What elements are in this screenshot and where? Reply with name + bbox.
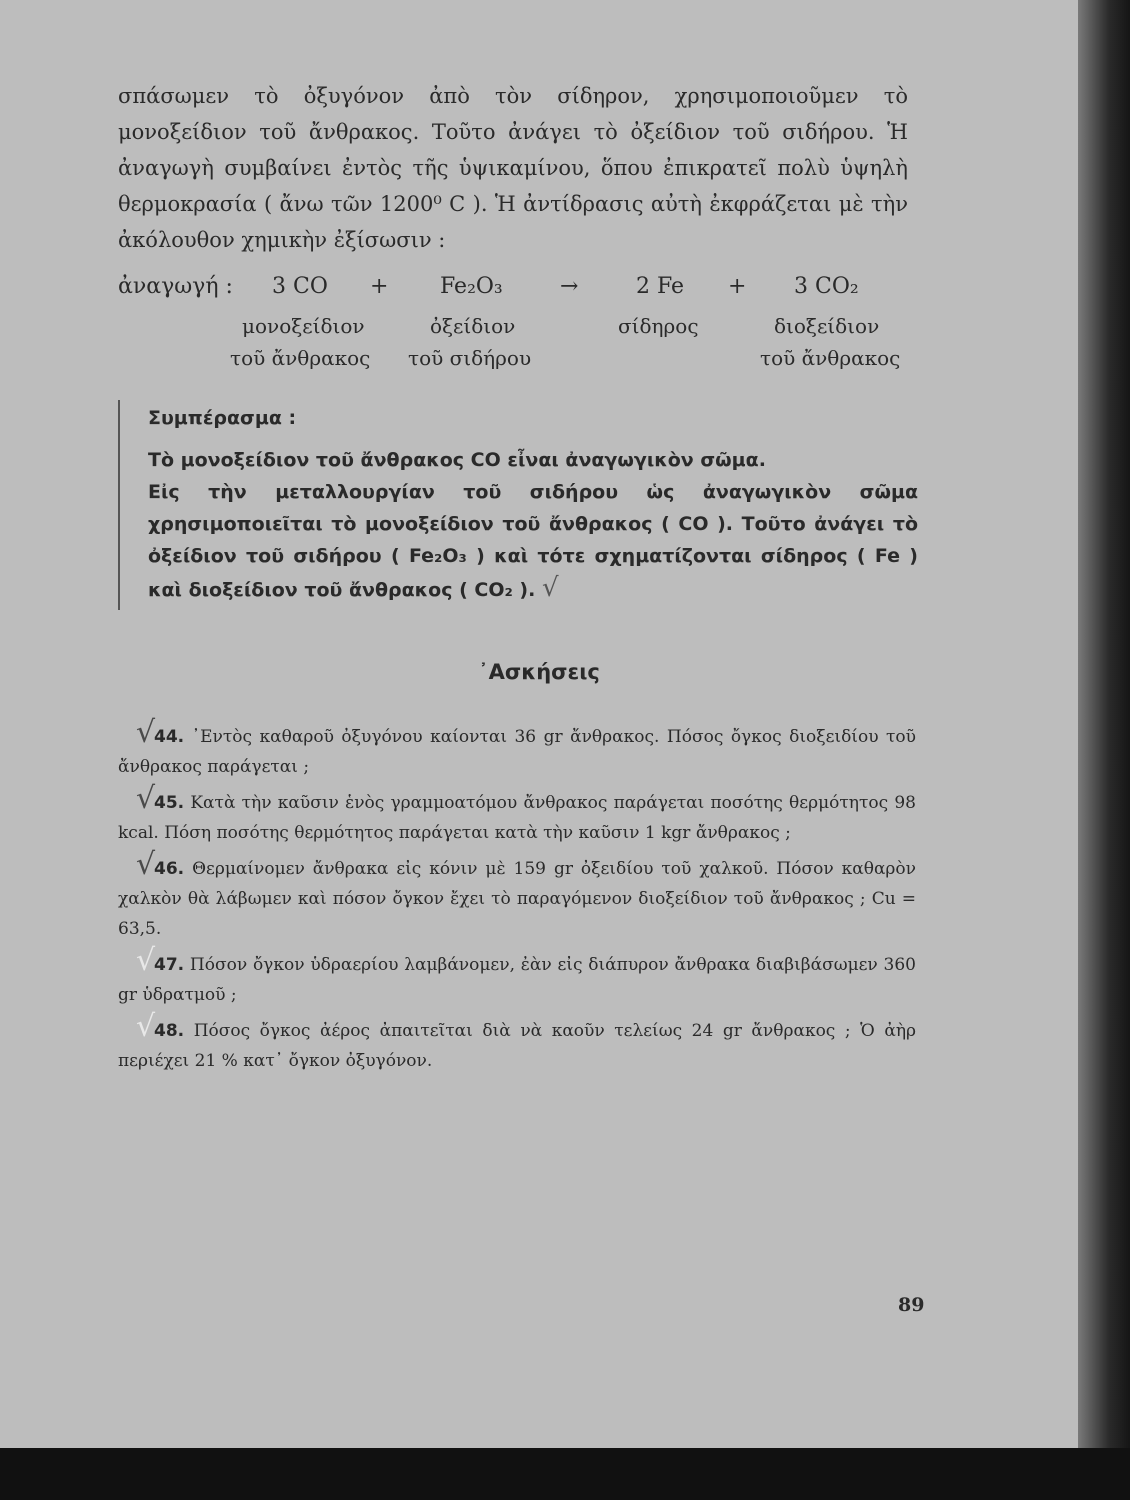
exercise-text: Πόσον ὄγκον ὑδραερίου λαμβάνομεν, ἐὰν εἰς διάπυρον ἄνθρακα διαβιβάσωμεν 360 gr ὑδρατμοῦ ; — [118, 955, 917, 1005]
check-mark-icon: √ — [136, 781, 156, 816]
conclusion-body — [148, 476, 918, 606]
equation-plus: + — [728, 274, 747, 299]
exercise-item — [118, 943, 917, 1010]
exercise-item — [118, 781, 916, 848]
equation-name: διοξείδιον — [774, 314, 880, 338]
exercises-list — [118, 715, 917, 1082]
equation-term-co: 3 CO — [272, 274, 328, 299]
exercise-number: 47. — [154, 955, 185, 975]
exercise-text: Κατὰ τὴν καῦσιν ἑνὸς γραμμοατόμου ἄνθρακος παράγεται ποσότης θερμότητος 98 kcal. Πόση ποσότης θερμότητος παράγεται κατὰ τὴν καῦσιν 1 kgr ἄνθρακος ; — [118, 793, 916, 843]
equation-name: τοῦ ἄνθρακος — [230, 346, 371, 370]
equation-label: ἀναγωγή : — [118, 274, 233, 299]
check-mark-icon: √ — [136, 715, 156, 750]
check-mark-icon: √ — [136, 943, 156, 978]
exercise-number: 46. — [154, 859, 185, 879]
conclusion-body-text: Εἰς τὴν μεταλλουργίαν τοῦ σιδήρου ὡς ἀναγωγικὸν σῶμα χρησιμοποιεῖται τὸ μονοξείδιον τοῦ ἄνθρακος ( CO ). Τοῦτο ἀνάγει τὸ ὀξείδιον τοῦ σιδήρου ( Fe₂O₃ ) καὶ τότε σχηματίζονται σίδηρος ( Fe ) καὶ διοξείδιον τοῦ ἄνθρακος ( CO₂ ). — [148, 481, 918, 601]
intro-text — [118, 78, 908, 258]
conclusion-line: Τὸ μονοξείδιον τοῦ ἄνθρακος CO εἶναι ἀναγωγικὸν σῶμα. — [148, 449, 766, 471]
exercise-number: 48. — [154, 1021, 185, 1041]
equation-plus: + — [370, 274, 389, 299]
exercises-title: ᾿Ασκήσεις — [478, 660, 600, 684]
equation-name: ὀξείδιον — [430, 314, 516, 338]
page-number: 89 — [898, 1294, 925, 1316]
equation-term-fe2o3: Fe₂O₃ — [440, 274, 503, 299]
check-mark-icon: √ — [136, 1009, 156, 1044]
exercise-text: Θερμαίνομεν ἄνθρακα εἰς κόνιν μὲ 159 gr ὀξειδίου τοῦ χαλκοῦ. Πόσον καθαρὸν χαλκὸν θὰ λάβωμεν καὶ πόσον ὄγκον ἔχει τὸ παραγόμενον διοξείδιον τοῦ ἄνθρακος ; Cu = 63,5. — [118, 859, 917, 939]
check-mark-icon: √ — [541, 573, 559, 603]
exercise-number: 45. — [154, 793, 185, 813]
equation-term-fe: 2 Fe — [636, 274, 685, 299]
exercise-text: ᾿Εντὸς καθαροῦ ὀξυγόνου καίονται 36 gr ἄνθρακος. Πόσος ὄγκος διοξειδίου τοῦ ἄνθρακος παράγεται ; — [118, 727, 916, 777]
page-bottom-shadow — [0, 1448, 1130, 1500]
exercise-item — [118, 847, 917, 944]
conclusion-box — [118, 400, 920, 610]
check-mark-icon: √ — [136, 847, 156, 882]
equation-name: τοῦ ἄνθρακος — [760, 346, 901, 370]
conclusion-heading: Συμπέρασμα : — [148, 407, 297, 429]
equation-term-co2: 3 CO₂ — [794, 274, 859, 299]
page-edge-shadow — [1078, 0, 1130, 1448]
equation-name: σίδηρος — [618, 314, 699, 338]
exercise-number: 44. — [154, 727, 185, 747]
exercise-item — [118, 715, 916, 782]
equation-arrow: → — [560, 274, 579, 299]
intro-paragraph: σπάσωμεν τὸ ὀξυγόνον ἀπὸ τὸν σίδηρον, χρησιμοποιοῦμεν τὸ μονοξείδιον τοῦ ἄνθρακος. Τοῦτο ἀνάγει τὸ ὀξείδιον τοῦ σιδήρου. Ἡ ἀναγωγὴ συμβαίνει ἐντὸς τῆς ὑψικαμίνου, ὅπου ἐπικρατεῖ πολὺ ὑψηλὴ θερμοκρασία ( ἄνω τῶν 1200⁰ C ). Ἡ ἀντίδρασις αὐτὴ ἐκφράζεται μὲ τὴν ἀκόλουθον χημικὴν ἐξίσωσιν : — [118, 84, 908, 252]
equation-name: τοῦ σιδήρου — [408, 346, 532, 370]
equation-name: μονοξείδιον — [242, 314, 365, 338]
exercise-text: Πόσος ὄγκος ἀέρος ἀπαιτεῖται διὰ νὰ καοῦν τελείως 24 gr ἄνθρακος ; Ὁ ἀὴρ περιέχει 21 % κατ᾿ ὄγκον ὀξυγόνον. — [118, 1021, 917, 1071]
exercise-item — [118, 1009, 917, 1076]
